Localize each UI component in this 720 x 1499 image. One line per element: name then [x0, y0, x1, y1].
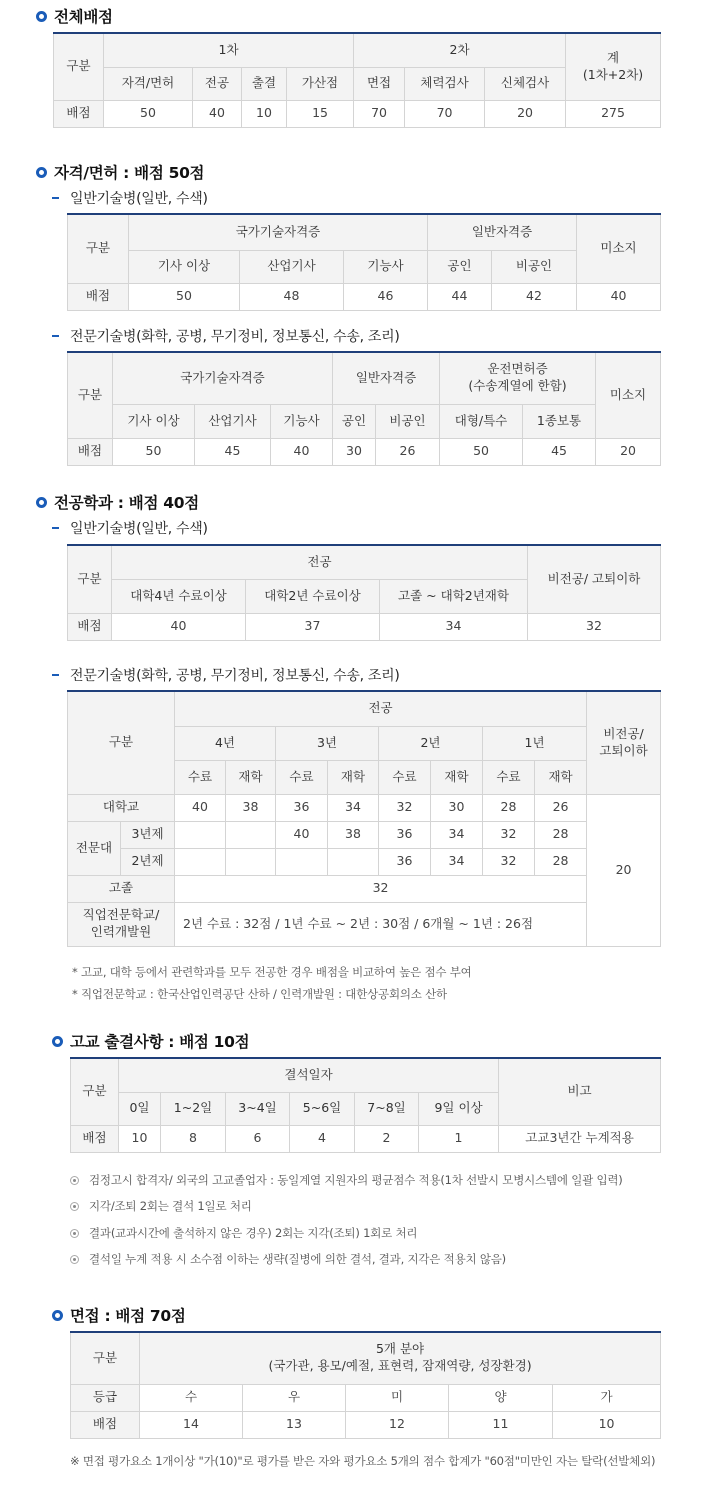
grade-value: 수: [140, 1384, 243, 1411]
cell-value: 32: [528, 613, 661, 640]
circle-bullet-icon: [52, 1036, 63, 1047]
header-national: 국가기술자격증: [129, 214, 428, 250]
note-text: 검정고시 합격자/ 외국의 고교졸업자 : 동일계열 지원자의 평균점수 적용(1차 선발시 모병시스템에 일괄 입력): [89, 1173, 623, 1187]
header-gubun: 구분: [68, 352, 113, 438]
bullet-icon: [70, 1229, 79, 1238]
grade-value: 미: [346, 1384, 449, 1411]
cell-value: 36: [379, 821, 431, 848]
license-general-table: [67, 213, 661, 311]
header-absence-days: 결석일자: [119, 1058, 499, 1092]
section-title: 고교 출결사항 : 배점 10점: [70, 1033, 250, 1051]
cell-value: 70: [405, 100, 485, 127]
cell-value: 4: [290, 1125, 355, 1152]
col-header: 대학4년 수료이상: [112, 579, 246, 613]
row-label: 배점: [71, 1411, 140, 1438]
dash-bullet-icon: [52, 335, 59, 337]
subsection-general: [52, 519, 208, 537]
cell-value: 40: [112, 613, 246, 640]
cell-value: 40: [577, 283, 661, 310]
row-label: 배점: [68, 613, 112, 640]
dash-bullet-icon: [52, 527, 59, 529]
major-specialist-table: [67, 690, 661, 947]
col-header: 1종보통: [523, 404, 596, 438]
header-general: 일반자격증: [428, 214, 577, 250]
cell-value: 8: [161, 1125, 226, 1152]
col-header: 출결: [242, 67, 287, 100]
row-label-2year: 2년제: [121, 848, 175, 875]
attendance-note: [70, 1198, 252, 1214]
cell-value: 11: [449, 1411, 553, 1438]
header-non-major: 비전공/ 고퇴이하: [528, 545, 661, 613]
section-total-header: [36, 6, 113, 26]
cell-value: 15: [287, 100, 354, 127]
note-text: 지각/조퇴 2회는 결석 1일로 처리: [89, 1199, 252, 1213]
cell-value: 28: [535, 821, 587, 848]
bullet-icon: [70, 1255, 79, 1264]
year-header: 4년: [175, 726, 276, 760]
header-second-stage: 2차: [354, 33, 566, 67]
subsection-title: 일반기술병(일반, 수색): [70, 521, 208, 537]
header-remark: 비고: [499, 1058, 661, 1125]
col-header: 1~2일: [161, 1092, 226, 1125]
cell-value: 36: [379, 848, 431, 875]
subsection-title: 일반기술병(일반, 수색): [70, 191, 208, 207]
header-gubun: 구분: [54, 33, 104, 100]
bullet-icon: [70, 1202, 79, 1211]
header-none: 미소지: [577, 214, 661, 283]
col-header: 가산점: [287, 67, 354, 100]
cell-value: 48: [240, 283, 344, 310]
subsection-specialist: [52, 327, 400, 345]
attendance-table: [70, 1057, 661, 1153]
cell-value: 10: [242, 100, 287, 127]
cell-value: 28: [483, 794, 535, 821]
section-interview-header: [52, 1305, 186, 1325]
cell-value: 1: [419, 1125, 499, 1152]
row-label: 배점: [68, 283, 129, 310]
cell-value: 37: [246, 613, 380, 640]
cell-value: 28: [535, 848, 587, 875]
cell-value: 40: [193, 100, 242, 127]
header-gubun: 구분: [68, 691, 175, 794]
year-header: 1년: [483, 726, 587, 760]
row-label-highschool: 고졸: [68, 875, 175, 902]
cell-value: 40: [175, 794, 226, 821]
year-header: 2년: [379, 726, 483, 760]
interview-footnote: ※ 면접 평가요소 1개이상 "가(10)"로 평가를 받은 자와 평가요소 5개의 점수 합계가 "60점"미만인 자는 탈락(선발체외): [70, 1454, 656, 1468]
cell-value: 44: [428, 283, 492, 310]
cell-value: 32: [483, 848, 535, 875]
note-text: 결과(교과시간에 출석하지 않은 경우) 2회는 지각(조퇴) 1회로 처리: [89, 1226, 418, 1240]
cell-value: 45: [523, 438, 596, 465]
row-label: 배점: [71, 1125, 119, 1152]
header-general: 일반자격증: [333, 352, 440, 404]
cell-empty: [175, 848, 226, 875]
cell-value: 26: [535, 794, 587, 821]
section-title: 면접 : 배점 70점: [70, 1307, 186, 1325]
header-none: 미소지: [596, 352, 661, 438]
col-header: 5~6일: [290, 1092, 355, 1125]
cell-value: 40: [276, 821, 328, 848]
cell-value: 36: [276, 794, 328, 821]
bullet-icon: [70, 1176, 79, 1185]
cell-value: 32: [379, 794, 431, 821]
col-header: 신체검사: [485, 67, 566, 100]
license-specialist-table: [67, 351, 661, 466]
cell-empty: [175, 821, 226, 848]
cell-value: 34: [380, 613, 528, 640]
col-header: 기사 이상: [113, 404, 195, 438]
col-header: 0일: [119, 1092, 161, 1125]
attendance-note: [70, 1251, 506, 1267]
row-label-vocational: 직업전문학교/ 인력개발원: [68, 902, 175, 946]
col-header: 산업기사: [195, 404, 271, 438]
cell-empty: [328, 848, 379, 875]
subsection-specialist: [52, 666, 400, 684]
section-license-header: [36, 162, 204, 182]
cell-value: 50: [113, 438, 195, 465]
cell-value: 14: [140, 1411, 243, 1438]
header-gubun: 구분: [71, 1058, 119, 1125]
grade-value: 양: [449, 1384, 553, 1411]
status-header: 재학: [226, 760, 276, 794]
cell-value: 10: [553, 1411, 661, 1438]
row-label-3year: 3년제: [121, 821, 175, 848]
header-major: 전공: [175, 691, 587, 726]
subsection-title: 전문기술병(화학, 공병, 무기정비, 정보통신, 수송, 조리): [70, 668, 400, 684]
vocational-value: 2년 수료 : 32점 / 1년 수료 ~ 2년 : 30점 / 6개월 ~ 1년 : 26점: [175, 902, 587, 946]
cell-value: 30: [431, 794, 483, 821]
cell-value: 2: [355, 1125, 419, 1152]
circle-bullet-icon: [36, 167, 47, 178]
col-header: 체력검사: [405, 67, 485, 100]
cell-value: 50: [440, 438, 523, 465]
cell-value: 45: [195, 438, 271, 465]
cell-value: 38: [226, 794, 276, 821]
col-header: 9일 이상: [419, 1092, 499, 1125]
dash-bullet-icon: [52, 674, 59, 676]
section-title: 전체배점: [54, 8, 113, 26]
col-header: 기능사: [344, 250, 428, 283]
col-header: 7~8일: [355, 1092, 419, 1125]
cell-value: 34: [431, 848, 483, 875]
subsection-title: 전문기술병(화학, 공병, 무기정비, 정보통신, 수송, 조리): [70, 329, 400, 345]
col-header: 기능사: [271, 404, 333, 438]
col-header: 3~4일: [226, 1092, 290, 1125]
section-major-header: [36, 492, 199, 512]
interview-table: [70, 1331, 661, 1439]
col-header: 전공: [193, 67, 242, 100]
cell-value: 13: [243, 1411, 346, 1438]
col-header: 고졸 ~ 대학2년재학: [380, 579, 528, 613]
col-header: 비공인: [376, 404, 440, 438]
status-header: 수료: [276, 760, 328, 794]
cell-value: 20: [485, 100, 566, 127]
col-header: 대학2년 수료이상: [246, 579, 380, 613]
col-header: 면접: [354, 67, 405, 100]
header-total: 계 (1차+2차): [566, 33, 661, 100]
cell-value: 10: [119, 1125, 161, 1152]
cell-value: 30: [333, 438, 376, 465]
cell-remark: 고교3년간 누계적용: [499, 1125, 661, 1152]
cell-empty: [276, 848, 328, 875]
row-label-grade: 등급: [71, 1384, 140, 1411]
status-header: 재학: [431, 760, 483, 794]
cell-value: 42: [492, 283, 577, 310]
cell-value: 6: [226, 1125, 290, 1152]
grade-value: 가: [553, 1384, 661, 1411]
cell-value: 20: [596, 438, 661, 465]
status-header: 재학: [535, 760, 587, 794]
cell-value: 12: [346, 1411, 449, 1438]
cell-value: 40: [271, 438, 333, 465]
header-first-stage: 1차: [104, 33, 354, 67]
row-label-college: 전문대: [68, 821, 121, 875]
header-five-areas: 5개 분야 (국가관, 용모/예절, 표현력, 잠재역량, 성장환경): [140, 1332, 661, 1384]
cell-value: 34: [431, 821, 483, 848]
status-header: 수료: [379, 760, 431, 794]
footnote: * 직업전문학교 : 한국산업인력공단 산하 / 인력개발원 : 대한상공회의소 산하: [72, 987, 447, 1001]
major-general-table: [67, 544, 661, 641]
col-header: 공인: [428, 250, 492, 283]
circle-bullet-icon: [36, 11, 47, 22]
header-non-major: 비전공/ 고퇴이하: [587, 691, 661, 794]
col-header: 자격/면허: [104, 67, 193, 100]
cell-value: 26: [376, 438, 440, 465]
header-national: 국가기술자격증: [113, 352, 333, 404]
highschool-value: 32: [175, 875, 587, 902]
footnote: * 고교, 대학 등에서 관련학과를 모두 전공한 경우 배점을 비교하여 높은 점수 부여: [72, 965, 472, 979]
section-title: 전공학과 : 배점 40점: [54, 494, 199, 512]
attendance-note: [70, 1172, 623, 1188]
cell-empty: [226, 848, 276, 875]
total-score-table: [53, 32, 661, 128]
circle-bullet-icon: [36, 497, 47, 508]
cell-value: 275: [566, 100, 661, 127]
note-text: 결석일 누계 적용 시 소수점 이하는 생략(질병에 의한 결석, 결과, 지각은 적용치 않음): [89, 1252, 506, 1266]
section-attendance-header: [52, 1031, 249, 1051]
col-header: 공인: [333, 404, 376, 438]
cell-value: 50: [129, 283, 240, 310]
cell-value: 38: [328, 821, 379, 848]
cell-empty: [226, 821, 276, 848]
header-major: 전공: [112, 545, 528, 579]
header-gubun: 구분: [71, 1332, 140, 1384]
col-header: 비공인: [492, 250, 577, 283]
col-header: 대형/특수: [440, 404, 523, 438]
status-header: 수료: [483, 760, 535, 794]
cell-value: 46: [344, 283, 428, 310]
cell-value: 34: [328, 794, 379, 821]
header-gubun: 구분: [68, 545, 112, 613]
row-label: 배점: [68, 438, 113, 465]
row-label-university: 대학교: [68, 794, 175, 821]
subsection-general: [52, 189, 208, 207]
header-gubun: 구분: [68, 214, 129, 283]
row-label: 배점: [54, 100, 104, 127]
section-title: 자격/면허 : 배점 50점: [54, 164, 205, 182]
dash-bullet-icon: [52, 197, 59, 199]
non-major-value: 20: [587, 794, 661, 946]
col-header: 산업기사: [240, 250, 344, 283]
cell-value: 32: [483, 821, 535, 848]
status-header: 수료: [175, 760, 226, 794]
attendance-note: [70, 1225, 417, 1241]
cell-value: 70: [354, 100, 405, 127]
header-driving: 운전면허증 (수송계열에 한함): [440, 352, 596, 404]
cell-value: 50: [104, 100, 193, 127]
col-header: 기사 이상: [129, 250, 240, 283]
grade-value: 우: [243, 1384, 346, 1411]
year-header: 3년: [276, 726, 379, 760]
status-header: 재학: [328, 760, 379, 794]
circle-bullet-icon: [52, 1310, 63, 1321]
